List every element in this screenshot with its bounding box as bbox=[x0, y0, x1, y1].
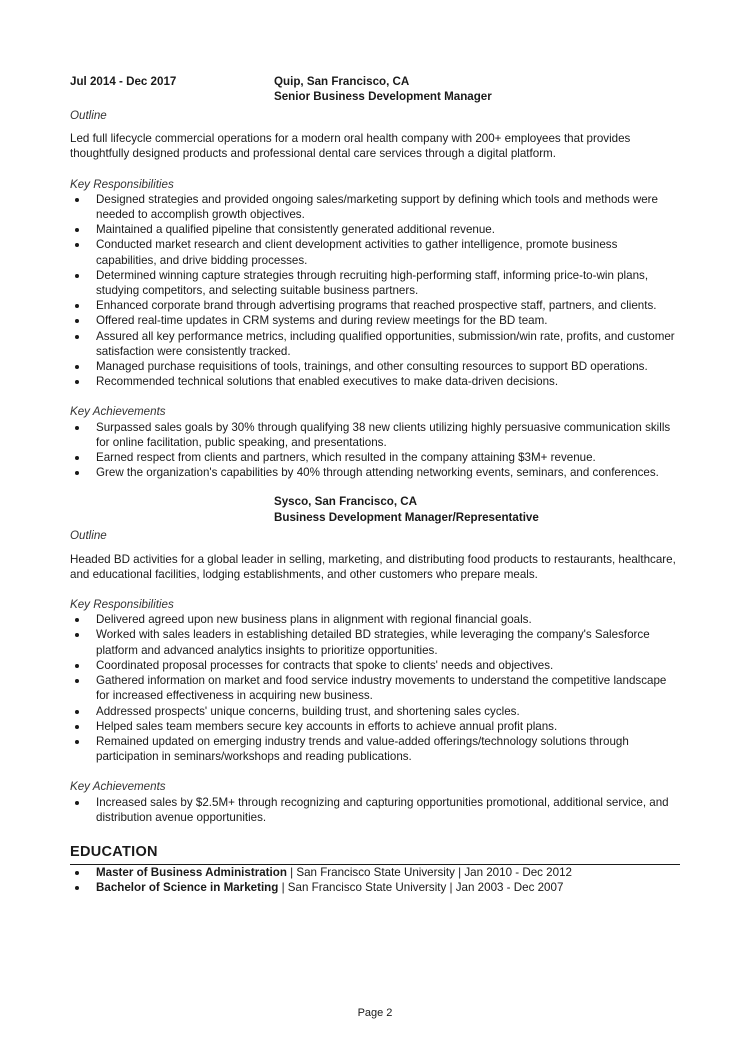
page-number: Page 2 bbox=[357, 1007, 393, 1019]
responsibilities-list bbox=[70, 612, 680, 764]
list-item: Grew the organization's capabilities by 40% through attending networking events, seminars, and conferences. bbox=[70, 465, 680, 480]
education-heading: EDUCATION bbox=[70, 845, 680, 865]
achievements-label: Key Achievements bbox=[70, 405, 166, 419]
degree-details: | San Francisco State University | Jan 2010 - Dec 2012 bbox=[286, 866, 572, 880]
job-title: Senior Business Development Manager bbox=[274, 90, 492, 104]
responsibilities-label: Key Responsibilities bbox=[70, 598, 174, 612]
outline-label: Outline bbox=[70, 109, 107, 122]
job-title: Business Development Manager/Representative bbox=[274, 510, 539, 524]
education-item bbox=[70, 880, 680, 895]
outline-label: Outline bbox=[70, 529, 107, 543]
responsibilities-label: Key Responsibilities bbox=[70, 177, 174, 191]
list-item: Recommended technical solutions that enabled executives to make data-driven decisions. bbox=[70, 374, 680, 389]
list-item: Gathered information on market and food service industry movements to understand the competitive landscape for increased effectiveness in acquiring new business. bbox=[70, 673, 680, 703]
achievements-list bbox=[70, 420, 680, 481]
degree-name: Bachelor of Science in Marketing bbox=[96, 881, 279, 895]
list-item: Managed purchase requisitions of tools, trainings, and other consulting resources to support BD operations. bbox=[70, 359, 680, 374]
list-item: Conducted market research and client development activities to gather intelligence, promote business capabilities, and drive bidding processes. bbox=[70, 237, 680, 267]
responsibilities-list bbox=[70, 192, 680, 390]
achievements-list bbox=[70, 795, 680, 825]
job-header bbox=[70, 74, 680, 105]
job-company: Quip, San Francisco, CA bbox=[274, 75, 410, 88]
job-header bbox=[70, 494, 680, 525]
list-item: Surpassed sales goals by 30% through qualifying 38 new clients utilizing highly persuasive communication skills for online facilitation, public speaking, and presentations. bbox=[70, 420, 680, 450]
list-item: Remained updated on emerging industry trends and value-added offerings/technology solutions through participation in seminars/workshops and reading publications. bbox=[70, 734, 680, 764]
list-item: Maintained a qualified pipeline that consistently generated additional revenue. bbox=[70, 222, 680, 237]
list-item: Increased sales by $2.5M+ through recognizing and capturing opportunities promotional, additional service, and distribution avenue opportunities. bbox=[70, 795, 680, 825]
education-item bbox=[70, 865, 680, 880]
job-dates: Jul 2014 - Dec 2017 bbox=[70, 75, 177, 88]
degree-details: | San Francisco State University | Jan 2003 - Dec 2007 bbox=[278, 881, 564, 895]
list-item: Designed strategies and provided ongoing sales/marketing support by defining which tools and methods were needed to accomplish growth objectives. bbox=[70, 192, 680, 222]
job-entry-sysco bbox=[70, 494, 680, 824]
education-list bbox=[70, 865, 680, 895]
list-item: Addressed prospects' unique concerns, building trust, and shortening sales cycles. bbox=[70, 704, 680, 719]
list-item: Offered real-time updates in CRM systems and during review meetings for the BD team. bbox=[70, 313, 680, 328]
list-item: Determined winning capture strategies through recruiting high-performing staff, informing price-to-win plans, studying competitors, and selecting suitable business partners. bbox=[70, 268, 680, 298]
outline-text: Led full lifecycle commercial operations for a modern oral health company with 200+ employees that provides thoughtfully designed products and professional dental care services through a digital platform. bbox=[70, 132, 631, 161]
list-item: Earned respect from clients and partners, which resulted in the company attaining $3M+ revenue. bbox=[70, 450, 680, 465]
outline-text: Headed BD activities for a global leader in selling, marketing, and distributing food products to restaurants, healthcare, and educational facilities, lodging establishments, and other customers who prepare meals. bbox=[70, 552, 676, 581]
achievements-label: Key Achievements bbox=[70, 780, 166, 794]
list-item: Coordinated proposal processes for contracts that spoke to clients' needs and objectives. bbox=[70, 658, 680, 673]
list-item: Worked with sales leaders in establishing detailed BD strategies, while leveraging the company's Salesforce platform and advanced analytics insights to prioritize opportunities. bbox=[70, 627, 680, 657]
degree-name: Master of Business Administration bbox=[96, 866, 287, 880]
job-entry-quip bbox=[70, 74, 680, 480]
list-item: Helped sales team members secure key accounts in efforts to achieve annual profit plans. bbox=[70, 719, 680, 734]
list-item: Delivered agreed upon new business plans in alignment with regional financial goals. bbox=[70, 612, 680, 627]
list-item: Enhanced corporate brand through advertising programs that reached prospective staff, partners, and clients. bbox=[70, 298, 680, 313]
list-item: Assured all key performance metrics, including qualified opportunities, submission/win rate, profits, and customer satisfaction were consistently tracked. bbox=[70, 329, 680, 359]
job-company: Sysco, San Francisco, CA bbox=[274, 495, 418, 509]
